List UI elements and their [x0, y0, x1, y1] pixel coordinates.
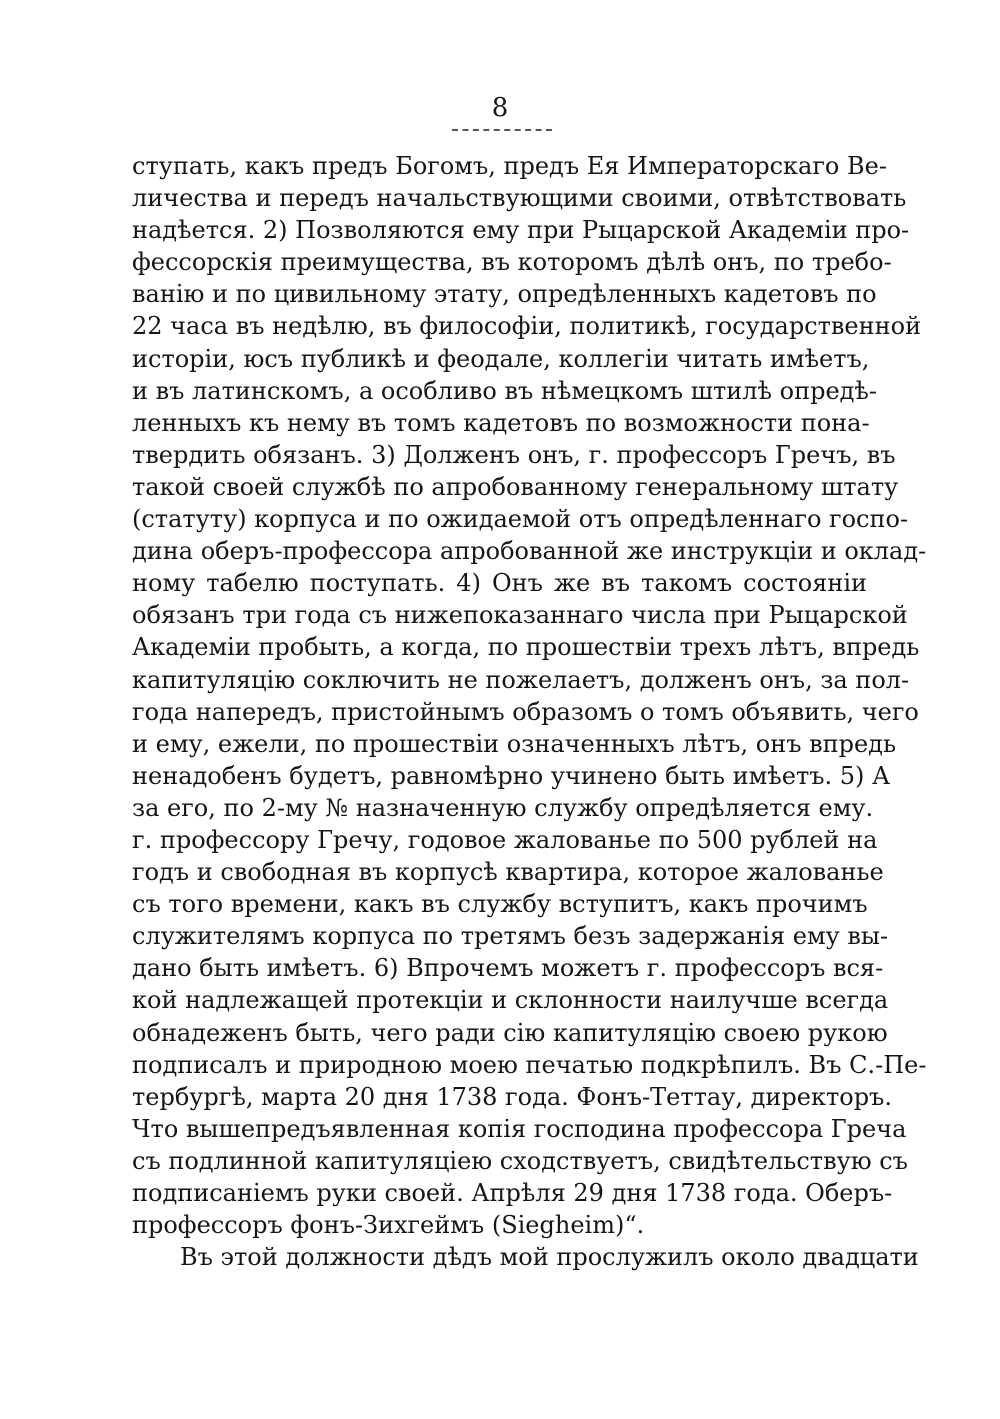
text-line: и въ латинскомъ, а особливо въ нѣмецкомъ штилѣ опредѣ- — [132, 376, 878, 405]
text-line: Академіи пробыть, а когда, по прошествіи трехъ лѣтъ, впредь — [132, 633, 920, 662]
text-line: кой надлежащей протекціи и склонности наилучше всегда — [132, 986, 889, 1015]
text-line: ненадобенъ будетъ, равномѣрно учинено быть имѣетъ. 5) А — [132, 761, 891, 790]
text-line: съ подлинной капитуляціею сходствуетъ, свидѣтельствую съ — [132, 1146, 908, 1175]
text-line: подписалъ и природною моею печатью подкрѣпилъ. Въ С.-Пе- — [132, 1050, 927, 1079]
text-line: за его, по 2-му № назначенную службу опредѣляется ему. — [132, 793, 874, 822]
text-line: обнадеженъ быть, чего ради сію капитуляцію своею рукою — [132, 1018, 888, 1047]
text-line: фессорскія преимущества, въ которомъ дѣлѣ онъ, по требо- — [132, 248, 892, 277]
page-number: 8 — [491, 93, 509, 123]
text-line: подписаніемъ руки своей. Апрѣля 29 дня 1738 года. Оберъ- — [132, 1179, 893, 1207]
text-line: (статуту) корпуса и по ожидаемой отъ опредѣленнаго госпо- — [132, 505, 909, 534]
body-text — [132, 150, 927, 1273]
text-line: ному табелю поступать. 4) Онъ же въ такомъ состояніи — [132, 569, 867, 598]
text-line: личества и передъ начальствующими своими, отвѣтствовать — [132, 184, 907, 213]
text-line: годъ и свободная въ корпусѣ квартира, которое жалованье — [132, 858, 884, 887]
text-line: ступать, какъ предъ Богомъ, предъ Ея Императорскаго Ве- — [132, 152, 887, 180]
text-line: твердить обязанъ. 3) Долженъ онъ, г. профессоръ Гречъ, въ — [132, 440, 896, 469]
text-line: ванію и по цивильному этату, опредѣленныхъ кадетовъ по — [132, 280, 877, 309]
text-line: тербургѣ, марта 20 дня 1738 года. Фонъ-Теттау, директоръ. — [132, 1082, 892, 1111]
text-line: исторіи, юсъ публикѣ и феодале, коллегіи читать имѣетъ, — [132, 344, 870, 373]
text-line: капитуляцію соключить не пожелаетъ, долженъ онъ, за пол- — [132, 665, 910, 694]
text-line: дина оберъ-профессора апробованной же инструкціи и оклад- — [132, 537, 927, 566]
text-line: такой своей службѣ по апробованному генеральному штату — [132, 472, 899, 501]
text-line: служителямъ корпуса по третямъ безъ задержанія ему вы- — [132, 922, 889, 951]
text-line: надѣется. 2) Позволяются ему при Рыцарской Академіи про- — [132, 216, 910, 245]
text-line: г. профессору Гречу, годовое жалованье по 500 рублей на — [132, 825, 878, 854]
header-rule — [452, 129, 552, 131]
paragraph-start-line: Въ этой должности дѣдъ мой прослужилъ около двадцати — [180, 1243, 919, 1272]
text-line: съ того времени, какъ въ службу вступитъ, какъ прочимъ — [132, 890, 868, 919]
text-line: 22 часа въ недѣлю, въ философіи, политикѣ, государственной — [132, 312, 922, 341]
text-line: обязанъ три года съ нижепоказаннаго числа при Рыцарской — [132, 601, 908, 630]
text-line: профессоръ фонъ-Зихгеймъ (Siegheim)“. — [132, 1211, 645, 1240]
text-line: Что вышепредъявленная копія господина профессора Греча — [132, 1114, 907, 1143]
text-line: и ему, ежели, по прошествіи означенныхъ лѣтъ, онъ впредь — [132, 729, 897, 758]
text-line: ленныхъ къ нему въ томъ кадетовъ по возможности пона- — [132, 408, 870, 437]
text-line: года напередъ, пристойнымъ образомъ о томъ объявить, чего — [132, 697, 919, 726]
text-line: дано быть имѣетъ. 6) Впрочемъ можетъ г. профессоръ вся- — [132, 954, 884, 983]
